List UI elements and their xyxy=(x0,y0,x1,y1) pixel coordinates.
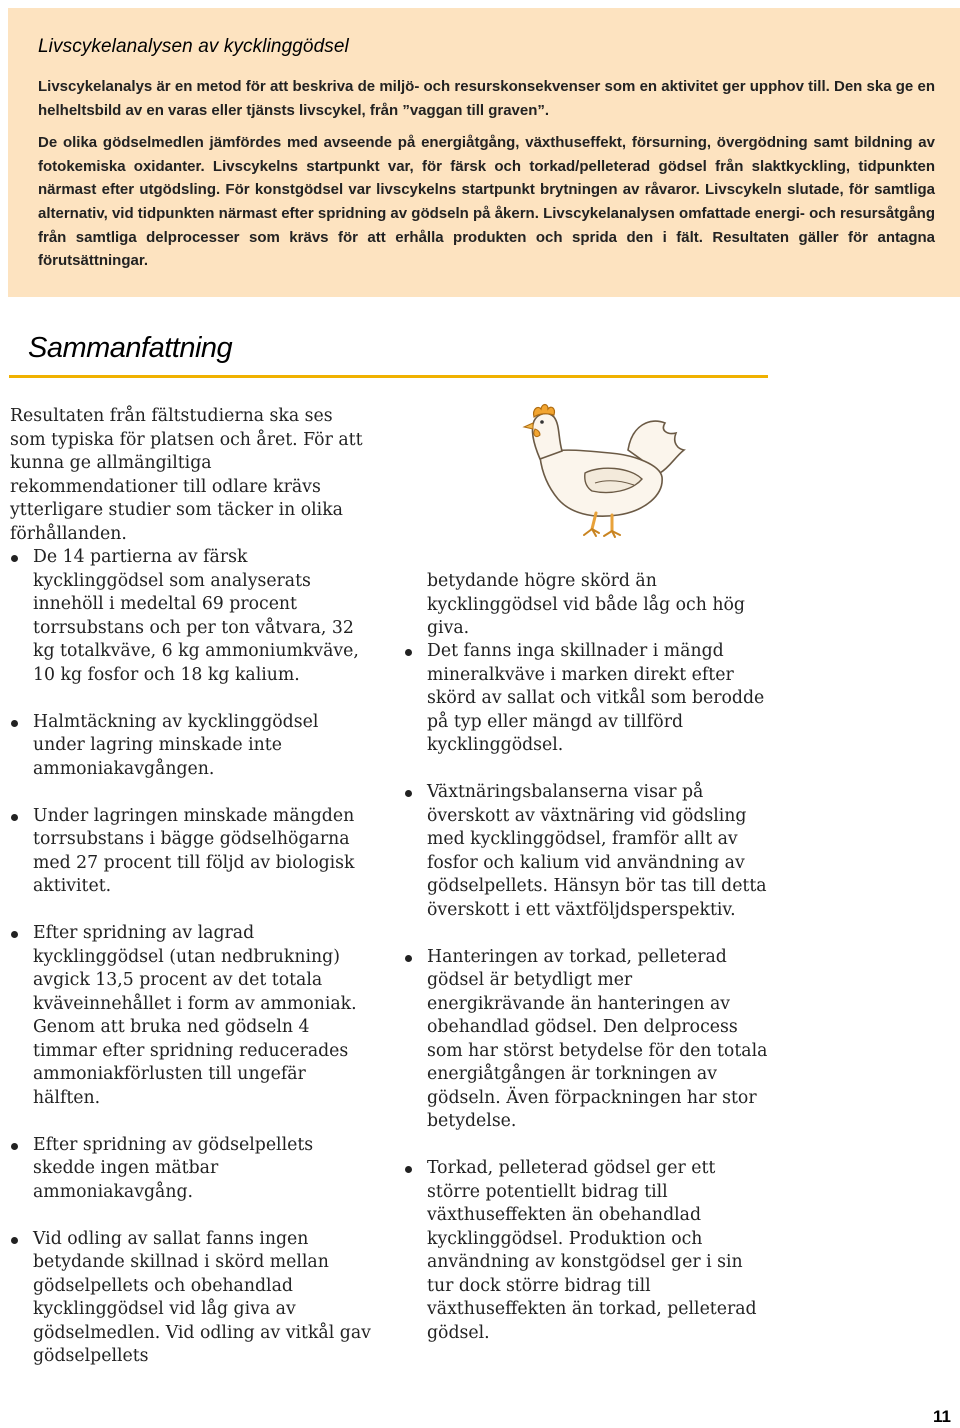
info-box-paragraph-2: De olika gödselmedlen jämfördes med avseende på energiåtgång, växthuseffekt, försurning, övergödning samt bildning av fotokemiska oxidanter. Livscykelns startpunkt var, för färsk och torkad/pelleterad gödsel från slaktkyckling, tidpunkten närmast efter utgödsling. För konstgödsel var livscykelns startpunkt brytningen av råvaror. Livscykeln slutade, för samtliga alternativ, vid tidpunkten närmast efter spridning av gödseln på åkern. Livscykelanalysen omfattade energi- och resursåtgång från samtliga delprocesser som krävs för att erhålla produkten och sprida den i fält. Resultaten gäller för antagna förutsättningar. xyxy=(38,134,935,270)
bullet-continuation: betydande högre skörd än kycklinggödsel vid både låg och hög giva. xyxy=(427,571,745,638)
info-box xyxy=(8,8,960,297)
title-underline xyxy=(9,375,768,378)
bullet-icon xyxy=(11,1237,18,1244)
bullet-icon xyxy=(405,790,412,797)
list-item: Växtnäringsbalanserna visar på överskott av växtnäring vid gödsling med kycklinggödsel, framför allt av fosfor och kalium vid användning av gödselpellets. Hänsyn bör tas till detta överskott i ett växtföljdsperspektiv. xyxy=(404,781,769,922)
bullet-icon xyxy=(405,955,412,962)
list-item: Under lagringen minskade mängden torrsubstans i bägge gödselhögarna med 27 procent till följd av biologisk aktivitet. xyxy=(10,805,375,899)
chicken-illustration xyxy=(500,395,690,540)
bullet-icon xyxy=(11,720,18,727)
bullet-icon xyxy=(405,1166,412,1173)
bullet-icon xyxy=(11,1143,18,1150)
list-item: Vid odling av sallat fanns ingen betydande skillnad i skörd mellan gödselpellets och obehandlad kycklinggödsel vid låg giva av gödselmedlen. Vid odling av vitkål gav gödselpellets xyxy=(10,1228,375,1369)
section-title: Sammanfattning xyxy=(28,332,233,364)
list-item: Det fanns inga skillnader i mängd mineralkväve i marken direkt efter skörd av sallat och vitkål som berodde på typ eller mängd av tillförd kycklinggödsel. xyxy=(404,640,769,758)
list-item: Efter spridning av lagrad kycklinggödsel (utan nedbrukning) avgick 13,5 procent av det totala kväveinnehållet i form av ammoniak. Genom att bruka ned gödseln 4 timmar efter spridning reducerades ammoniakförlusten till ungefär hälften. xyxy=(10,922,375,1110)
bullet-icon xyxy=(11,555,18,562)
list-item: Hanteringen av torkad, pelleterad gödsel är betydligt mer energikrävande än hanteringen av obehandlad gödsel. Den delprocess som har störst betydelse för den totala energiåtgången är torkningen av gödseln. Även förpackningen har stor betydelse. xyxy=(404,946,769,1134)
summary-bullets-left xyxy=(10,546,375,1392)
list-item: Efter spridning av gödselpellets skedde ingen mätbar ammoniakavgång. xyxy=(10,1134,375,1205)
list-item: De 14 partierna av färsk kycklinggödsel som analyserats innehöll i medeltal 69 procent torrsubstans och per ton våtvara, 32 kg totalkväve, 6 kg ammoniumkväve, 10 kg fosfor och 18 kg kalium. xyxy=(10,546,375,687)
summary-intro: Resultaten från fältstudierna ska ses som typiska för platsen och året. För att kunna ge allmängiltiga rekommendationer till odlare krävs ytterligare studier som täcker in olika förhållanden. xyxy=(10,406,363,544)
bullet-icon xyxy=(11,814,18,821)
info-box-title: Livscykelanalysen av kycklinggödsel xyxy=(38,36,349,57)
bullet-icon xyxy=(11,931,18,938)
summary-bullets-right xyxy=(404,640,769,1369)
list-item: Halmtäckning av kycklinggödsel under lagring minskade inte ammoniakavgången. xyxy=(10,711,375,782)
info-box-paragraph-1: Livscykelanalys är en metod för att beskriva de miljö- och resurskonsekvenser som en aktivitet ger upphov till. Den ska ge en helheltsbild av en varas eller tjänsts livscykel, från ”vaggan till graven”. xyxy=(38,78,935,119)
bullet-icon xyxy=(405,649,412,656)
page-number: 11 xyxy=(933,1407,951,1426)
list-item: Torkad, pelleterad gödsel ger ett större potentiellt bidrag till växthuseffekten än obehandlad kycklinggödsel. Produktion och användning av konstgödsel ger i sin tur dock större bidrag till växthuseffekten än torkad, pelleterad gödsel. xyxy=(404,1157,769,1345)
